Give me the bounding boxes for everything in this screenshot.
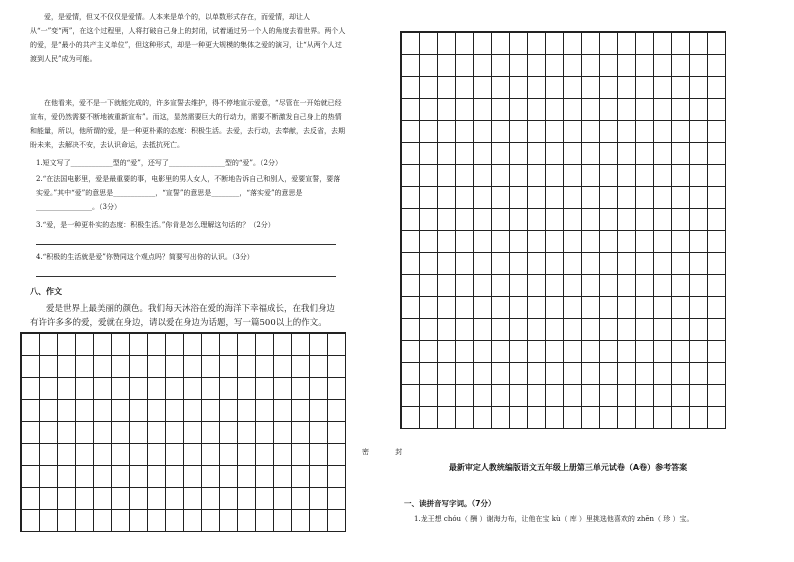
answer-line-3: [36, 244, 336, 245]
binding-label: 密 封: [362, 448, 415, 456]
section-heading-composition: 八、作文: [30, 287, 62, 296]
passage-paragraph-1: 爱，是爱情，但又不仅仅是爱情。人本来是单个的，以单数形式存在，而爱情，却让人从“一”变“两”，在这个过程里，人将打破自己身上的封闭，试着通过另一个人的角度去看世界。两个人的爱，是“最小的共产主义单位”，但这种形式，却是一种更大规模的集体之爱的演习，让“从两个人过渡到人民”成为可能。: [30, 13, 346, 63]
essay-prompt: 爱是世界上最美丽的颜色。我们每天沐浴在爱的海洋下幸福成长，在我们身边有许许多多的爱，爱就在身边，请以爱在身边为话题，写一篇500以上的作文。: [30, 304, 336, 328]
question-2: 2.“在法国电影里，爱是最重要的事，电影里的男人女人，不断地告诉自己和别人，爱要宣誓，要落实爱。”其中“爱”的意思是____________，“宣誓”的意思是________，“落实爱”的意思是________________。（3分）: [36, 175, 341, 211]
composition-grid-left[interactable]: [20, 332, 346, 532]
question-3: 3.“爱，是一种更朴实的态度：积极生活。”你肯是怎么理解这句话的？（2分）: [36, 221, 275, 229]
answer-key-title: 最新审定人教统编版语文五年级上册第三单元试卷（A卷）参考答案: [448, 463, 688, 472]
composition-grid-right[interactable]: [400, 31, 726, 429]
question-4: 4.“积极的生活就是爱”你赞同这个观点吗？简要写出你的认识。（3分）: [36, 253, 254, 261]
answer-item-1: 1.龙王想 chóu（ 酬 ）谢海力布，让他在宝 kù（ 库 ）里挑选他喜欢的 zhēn（ 珍 ）宝。: [414, 515, 694, 523]
passage-paragraph-2: 在他看来，爱不是一下就能完成的，许多宣誓去维护，得不停地宣示爱意，“尽管在一开始就已经宣布，爱仍然需要不断地被重新宣布”。而这，显然需要巨大的行动力，需要不断激发自己身上的热情和能量，所以，他所谓的爱，是一种更朴素的态度：积极生活。去爱，去行动，去奉献，去反省，去期盼未来，去解决不安，去认识命运，去抵抗死亡。: [30, 99, 345, 149]
answer-line-4: [36, 276, 336, 277]
question-1: 1.短文写了____________型的“爱”，还写了________________型的“爱”。（2分）: [36, 159, 282, 167]
answer-section-heading: 一、读拼音写字词。（7分）: [404, 499, 496, 508]
